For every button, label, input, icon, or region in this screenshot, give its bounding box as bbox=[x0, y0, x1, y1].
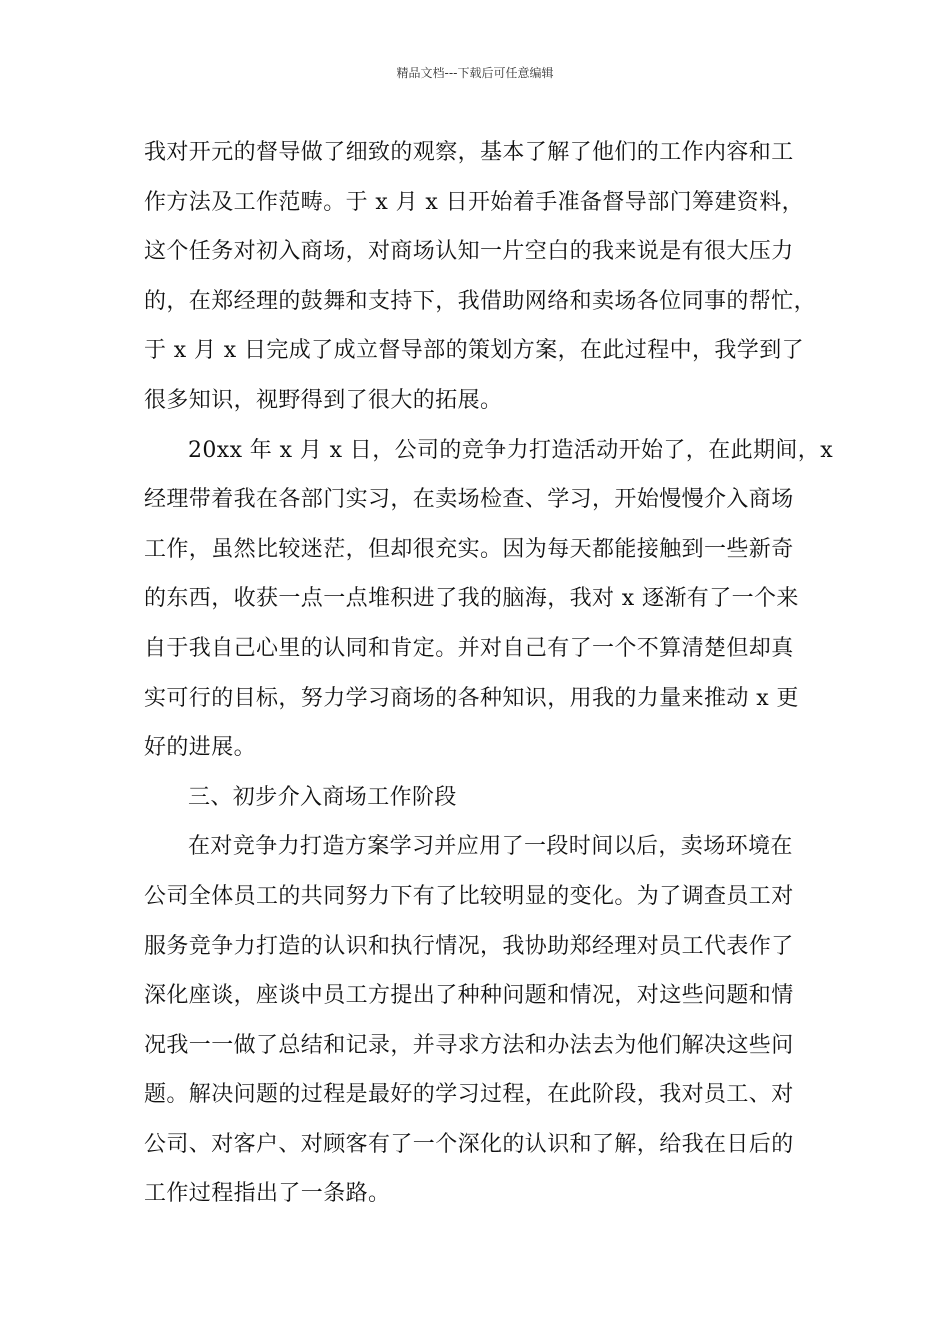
text-line: 的，在郑经理的鼓舞和支持下，我借助网络和卖场各位同事的帮忙， bbox=[144, 288, 817, 314]
text-line: 于 x 月 x 日完成了成立督导部的策划方案，在此过程中，我学到了 bbox=[144, 338, 804, 364]
document-body bbox=[144, 133, 833, 1224]
text-line: 在对竞争力打造方案学习并应用了一段时间以后，卖场环境在 bbox=[188, 834, 793, 860]
text-line: 实可行的目标，努力学习商场的各种知识，用我的力量来推动 x 更 bbox=[144, 685, 799, 711]
paragraph-3 bbox=[144, 827, 824, 1224]
text-line: 工作，虽然比较迷茫，但却很充实。因为每天都能接触到一些新奇 bbox=[144, 536, 794, 562]
text-line: 好的进展。 bbox=[144, 735, 257, 761]
text-line: 题。解决问题的过程是最好的学习过程，在此阶段，我对员工、对 bbox=[144, 1082, 794, 1108]
text-line: 我对开元的督导做了细致的观察，基本了解了他们的工作内容和工 bbox=[144, 140, 794, 165]
text-line: 工作过程指出了一条路。 bbox=[144, 1181, 391, 1207]
text-line: 经理带着我在各部门实习，在卖场检查、学习，开始慢慢介入商场 bbox=[144, 487, 794, 513]
text-line: 深化座谈，座谈中员工方提出了种种问题和情况，对这些问题和情 bbox=[144, 983, 794, 1009]
text-line: 公司、对客户、对顾客有了一个深化的认识和了解，给我在日后的 bbox=[144, 1131, 794, 1157]
section-heading-text: 三、初步介入商场工作阶段 bbox=[188, 784, 457, 810]
text-line: 20xx 年 x 月 x 日，公司的竞争力打造活动开始了，在此期间，x bbox=[188, 437, 833, 463]
text-line: 这个任务对初入商场，对商场认知一片空白的我来说是有很大压力 bbox=[144, 239, 794, 265]
page-header: 精品文档---下载后可任意编辑 bbox=[396, 66, 554, 80]
text-line: 很多知识，视野得到了很大的拓展。 bbox=[144, 387, 503, 413]
section-heading bbox=[144, 778, 824, 828]
text-line: 作方法及工作范畴。于 x 月 x 日开始着手准备督导部门筹建资料， bbox=[144, 189, 804, 215]
text-line: 公司全体员工的共同努力下有了比较明显的变化。为了调查员工对 bbox=[144, 883, 794, 909]
text-line: 况我一一做了总结和记录，并寻求方法和办法去为他们解决这些问 bbox=[144, 1032, 794, 1058]
text-line: 服务竞争力打造的认识和执行情况，我协助郑经理对员工代表作了 bbox=[144, 933, 794, 959]
paragraph-2 bbox=[144, 431, 833, 778]
paragraph-1 bbox=[144, 133, 824, 431]
text-line: 的东西，收获一点一点堆积进了我的脑海，我对 x 逐渐有了一个来 bbox=[144, 586, 799, 612]
text-line: 自于我自己心里的认同和肯定。并对自己有了一个不算清楚但却真 bbox=[144, 635, 794, 661]
